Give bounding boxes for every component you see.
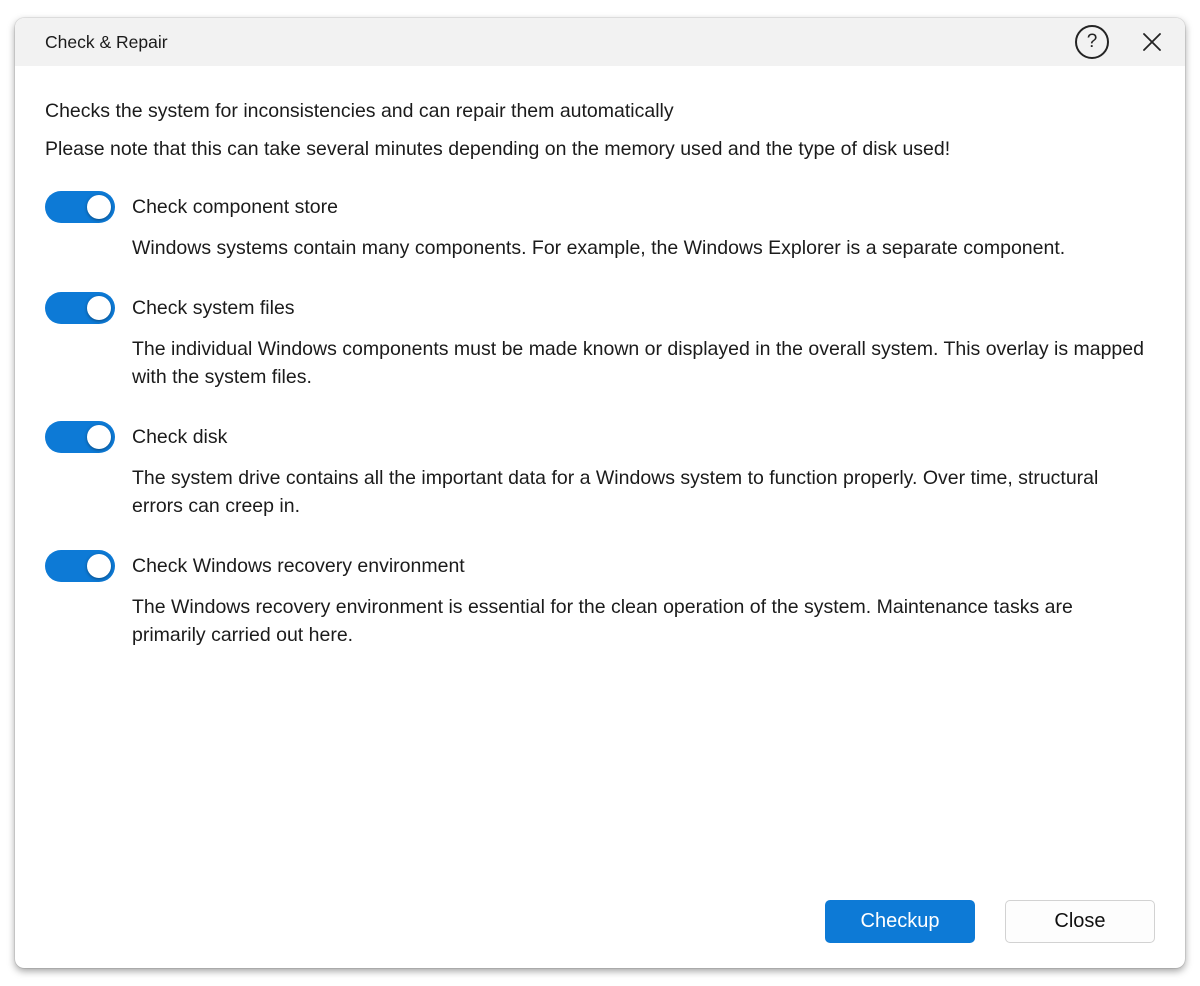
option-check-component-store [45,191,1155,262]
intro-line-1: Checks the system for inconsistencies and can repair them automatically [45,100,674,122]
question-mark-icon: ? [1086,31,1098,52]
option-description: The system drive contains all the important data for a Windows system to function properly. Over time, structural errors can creep in. [132,467,1099,517]
close-window-button[interactable] [1135,25,1169,59]
option-label: Check disk [132,425,228,448]
option-description: Windows systems contain many components. For example, the Windows Explorer is a separate component. [132,237,1066,259]
toggle-knob [87,296,111,320]
help-button[interactable] [1075,25,1109,59]
toggle-knob [87,425,111,449]
toggle-check-component-store[interactable] [45,191,115,223]
toggle-knob [87,554,111,578]
checkup-button[interactable]: Checkup [825,900,975,943]
option-label: Check Windows recovery environment [132,554,465,577]
option-check-disk [45,421,1155,520]
dialog-footer [825,900,1155,943]
option-label: Check system files [132,296,295,319]
close-icon [1140,30,1164,54]
titlebar [15,18,1185,66]
close-dialog-button[interactable]: Close [1005,900,1155,943]
option-check-windows-recovery-environment [45,550,1155,649]
toggle-check-system-files[interactable] [45,292,115,324]
option-check-system-files [45,292,1155,391]
toggle-check-windows-recovery-environment[interactable] [45,550,115,582]
option-description: The Windows recovery environment is essential for the clean operation of the system. Maintenance tasks are primarily carried out here. [132,596,1073,646]
option-label: Check component store [132,195,338,218]
option-description: The individual Windows components must be made known or displayed in the overall system. This overlay is mapped with the system files. [132,338,1144,388]
dialog-content [15,100,1185,649]
check-and-repair-dialog [15,18,1185,968]
window-title: Check & Repair [45,31,168,52]
intro-line-2: Please note that this can take several minutes depending on the memory used and the type of disk used! [45,138,951,160]
toggle-check-disk[interactable] [45,421,115,453]
toggle-knob [87,195,111,219]
